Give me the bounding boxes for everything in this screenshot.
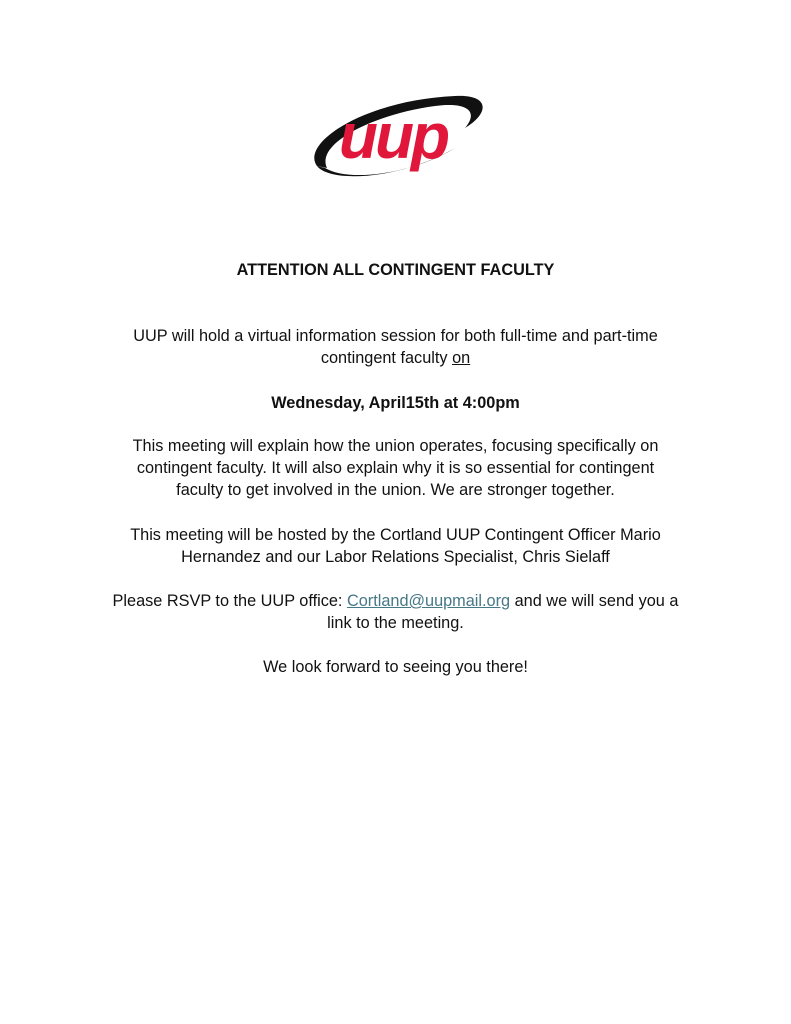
rsvp-paragraph	[0, 590, 791, 634]
email-link[interactable]: Cortland@uupmail.org	[346, 592, 511, 610]
rsvp-line	[0, 590, 791, 612]
intro-line	[0, 347, 791, 369]
uup-logo	[305, 88, 485, 188]
intro-underlined: on	[452, 349, 471, 367]
hosts-line: Hernandez and our Labor Relations Specialist, Chris Sielaff	[181, 548, 610, 566]
page-title: ATTENTION ALL CONTINGENT FACULTY	[236, 261, 555, 279]
rsvp-text: Please RSVP to the UUP office:	[112, 592, 347, 610]
closing-line: We look forward to seeing you there!	[263, 658, 528, 676]
explain-paragraph	[0, 435, 791, 501]
svg-text:uup: uup	[338, 100, 448, 172]
rsvp-line: link to the meeting.	[327, 614, 464, 632]
intro-paragraph	[0, 325, 791, 369]
hosts-paragraph	[0, 524, 791, 568]
event-date: Wednesday, April15th at 4:00pm	[271, 394, 520, 412]
hosts-line: This meeting will be hosted by the Cortland UUP Contingent Officer Mario	[130, 526, 661, 544]
intro-text: contingent faculty	[320, 349, 453, 367]
explain-line: faculty to get involved in the union. We are stronger together.	[176, 481, 615, 499]
intro-line: UUP will hold a virtual information session for both full-time and part-time	[133, 327, 658, 345]
explain-line: This meeting will explain how the union operates, focusing specifically on	[132, 437, 659, 455]
explain-line: contingent faculty. It will also explain why it is so essential for contingent	[136, 459, 655, 477]
rsvp-text: and we will send you a	[510, 592, 679, 610]
